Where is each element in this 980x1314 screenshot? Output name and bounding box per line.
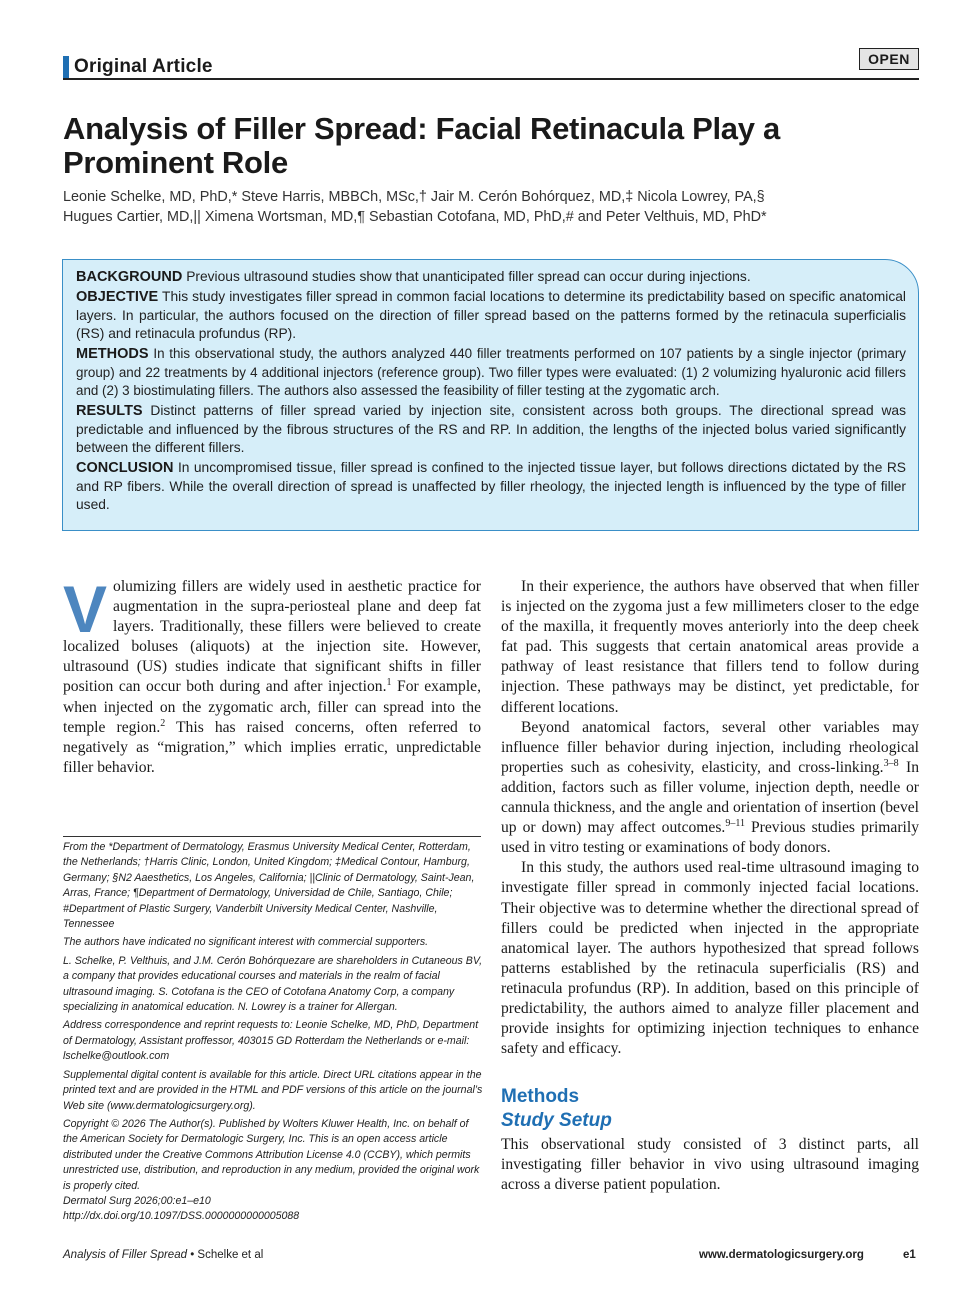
footnote-supplemental: Supplemental digital content is available for this article. Direct URL citations appear in the printed text and are provided in the HTML and PDF versions of this article on the journal’s Web site (www.dermatologicsurgery.org). [63, 1068, 483, 1112]
paragraph [501, 718, 919, 859]
citation-ref: 3–8 [883, 757, 899, 769]
abstract-label: BACKGROUND [76, 269, 183, 285]
paragraph-text: Previous studies primarily used in vitro testing or examinations of body donors. [501, 819, 919, 857]
running-footer: Analysis of Filler Spread • Schelke et al [63, 1249, 264, 1261]
abstract-text: In this observational study, the authors analyzed 440 filler treatments performed on 107 patients by a single injector (primary group) and 22 treatments by 4 additional injectors (reference group). Two filler types were evaluated: (1) 2 volumizing hyaluronic acid fillers and (2) 3 biostimulating fillers. The authors also assessed the feasibility of filler testing at the zygomatic arch. [76, 346, 906, 398]
paragraph-text: This has raised concerns, often referred to negatively as “migration,” which implies erratic, unpredictable filler behavior. [63, 718, 481, 776]
footnote-copyright [63, 1117, 483, 1225]
abstract-label: RESULTS [76, 403, 143, 419]
paragraph-text: Beyond anatomical factors, several other variables may influence filler behavior during injection, including rheological properties such as cohesivity, elasticity, and cross-linking. [501, 718, 919, 776]
methods-heading: Methods [501, 1086, 580, 1108]
page-number: e1 [903, 1249, 916, 1261]
section-label: Original Article [74, 56, 213, 77]
intro-paragraph [63, 572, 481, 778]
running-title: Analysis of Filler Spread [63, 1249, 187, 1261]
doi-link[interactable]: http://dx.doi.org/10.1097/DSS.0000000000005088 [63, 1210, 300, 1223]
open-access-badge: OPEN [859, 48, 919, 70]
body-column-left [63, 572, 481, 778]
abstract-text: Previous ultrasound studies show that unanticipated filler spread can occur during injections. [186, 269, 751, 284]
abstract-background [76, 268, 906, 287]
abstract-text: In uncompromised tissue, filler spread is confined to the injected tissue layer, but follows directions dictated by the RS and RP fibers. While the overall direction of spread is unaffected by filler rheology, the injected length is influenced by the type of filler used. [76, 460, 906, 512]
abstract-conclusion [76, 459, 906, 515]
abstract-results [76, 402, 906, 458]
abstract-label: OBJECTIVE [76, 289, 159, 305]
abstract-text: This study investigates filler spread in common facial locations to determine its predictability based on specific anatomical layers. In particular, the authors focused on the direction of filler spread based on the patterns formed by the retinacula superficialis (RS) and retinacula profundus (RP). [76, 289, 906, 341]
paragraph: In this study, the authors used real-time ultrasound imaging to investigate filler spread in commonly injected facial locations. Their objective was to determine whether the directional spread of fillers could be predicted when injected in the appropriate anatomical layer. The authors hypothesized that spread follows patterns established by the retinacula superficialis (RS) and retinacula profundus (RP). In addition, based on this principle of predictability, the authors aimed to analyze filler placement and provide insights for optimizing injection techniques to enhance safety and efficacy. [501, 859, 919, 1058]
citation-ref: 9–11 [725, 817, 745, 829]
paragraph-text: In addition, factors such as filler volume, injection depth, needle or cannula thickness, and the angle and orientation of insertion (bevel up or down) may affect outcomes. [501, 758, 919, 837]
footnote-disclosure: L. Schelke, P. Velthuis, and J.M. Cerón Bohórquezare are shareholders in Cutaneous BV, a company that provides educational courses and materials in the realm of facial ultrasound imaging. S. Cotofana is the CEO of Cotofana Anatomy Corp, a company specializing in anatomical education. N. Lowrey is a trainer for Allergan. [63, 954, 483, 1014]
abstract-label: CONCLUSION [76, 460, 174, 476]
citation-ref: 1 [386, 677, 392, 689]
abstract-text: Distinct patterns of filler spread varied by injection site, consistent across both groups. The directional spread was predictable and influenced by the fibrous structures of the RS and RP. In addition, the lengths of the injected bolus varied significantly between the different fillers. [76, 403, 906, 455]
footnote-interest: The authors have indicated no significant interest with commercial supporters. [63, 936, 429, 949]
abstract-objective [76, 288, 906, 344]
abstract-methods [76, 345, 906, 401]
article-title: Analysis of Filler Spread: Facial Retinacula Play a Prominent Role [63, 111, 780, 180]
author-line-2: Hugues Cartier, MD,|| Ximena Wortsman, MD,¶ Sebastian Cotofana, MD, PhD,# and Peter Velthuis, MD, PhD* [63, 209, 767, 225]
journal-website-link[interactable]: www.dermatologicsurgery.org [699, 1249, 864, 1261]
footnotes [63, 840, 483, 1225]
copyright-text: Copyright © 2026 The Author(s). Published by Wolters Kluwer Health, Inc. on behalf of the American Society for Dermatologic Surgery, Inc. This is an open access article distributed under the Creative Commons Attribution License 4.0 (CCBY), which permits unrestricted use, distribution, and reproduction in any medium, provided the original work is properly cited. [63, 1117, 480, 1192]
paragraph: In their experience, the authors have observed that when filler is injected on the zygoma just a few millimeters closer to the edge of the maxilla, it frequently moves anteriorly into the deep cheek fat pad. This suggests that certain anatomical areas provide a pathway of least resistance that fillers tend to follow during injection. These pathways may be distinct, yet predictable, for different locations. [501, 578, 919, 716]
abstract-box [62, 259, 919, 531]
body-column-right [501, 577, 919, 1196]
abstract-label: METHODS [76, 346, 149, 362]
paragraph-text: olumizing fillers are widely used in aesthetic practice for augmentation in the supra-periosteal plane and deep fat layers. Traditionally, these fillers were believed to create localized boluses (aliquots) at the injection site. However, ultrasound (US) studies indicate that significant shifts in filler position can occur both during and after injection. [63, 578, 481, 696]
footnote-affiliations: From the *Department of Dermatology, Erasmus University Medical Center, Rotterdam, the Netherlands; †Harris Clinic, London, United Kingdom; ‡Medical Contour, Hamburg, Germany; §N2 Aaesthetics, Los Angeles, California; ||Clinic of Dermatology, Saint-Jean, Arras, France; ¶Department of Dermatology, Universidad de Chile, Santiago, Chile; #Department of Plastic Surgery, Vanderbilt University Medical Center, Nashville, Tennessee [63, 841, 475, 931]
citation-text: Dermatol Surg 2026;00:e1–e10 [63, 1194, 211, 1207]
running-authors: Schelke et al [197, 1249, 264, 1261]
section-accent-bar [63, 56, 69, 80]
paragraph: This observational study consisted of 3 distinct parts, all investigating filler behavior in vivo using ultrasound imaging across a diverse patient population. [501, 1136, 919, 1194]
author-line-1: Leonie Schelke, MD, PhD,* Steve Harris, MBBCh, MSc,† Jair M. Cerón Bohórquez, MD,‡ Nicola Lowrey, PA,§ [63, 189, 765, 205]
footnote-rule [63, 836, 481, 837]
citation-ref: 2 [160, 717, 166, 729]
footnote-correspondence: Address correspondence and reprint requests to: Leonie Schelke, MD, PhD, Department of Dermatology, Assistant proffessor, 403015 GD Rotterdam the Netherlands or e-mail: lschelke@outlook.com [63, 1019, 479, 1063]
author-list [63, 187, 923, 227]
study-setup-heading: Study Setup [501, 1110, 612, 1132]
header-rule [63, 78, 919, 80]
paragraph-text: For example, when injected on the zygomatic arch, filler can spread into the temple region. [63, 678, 481, 736]
drop-cap: V [63, 572, 108, 646]
